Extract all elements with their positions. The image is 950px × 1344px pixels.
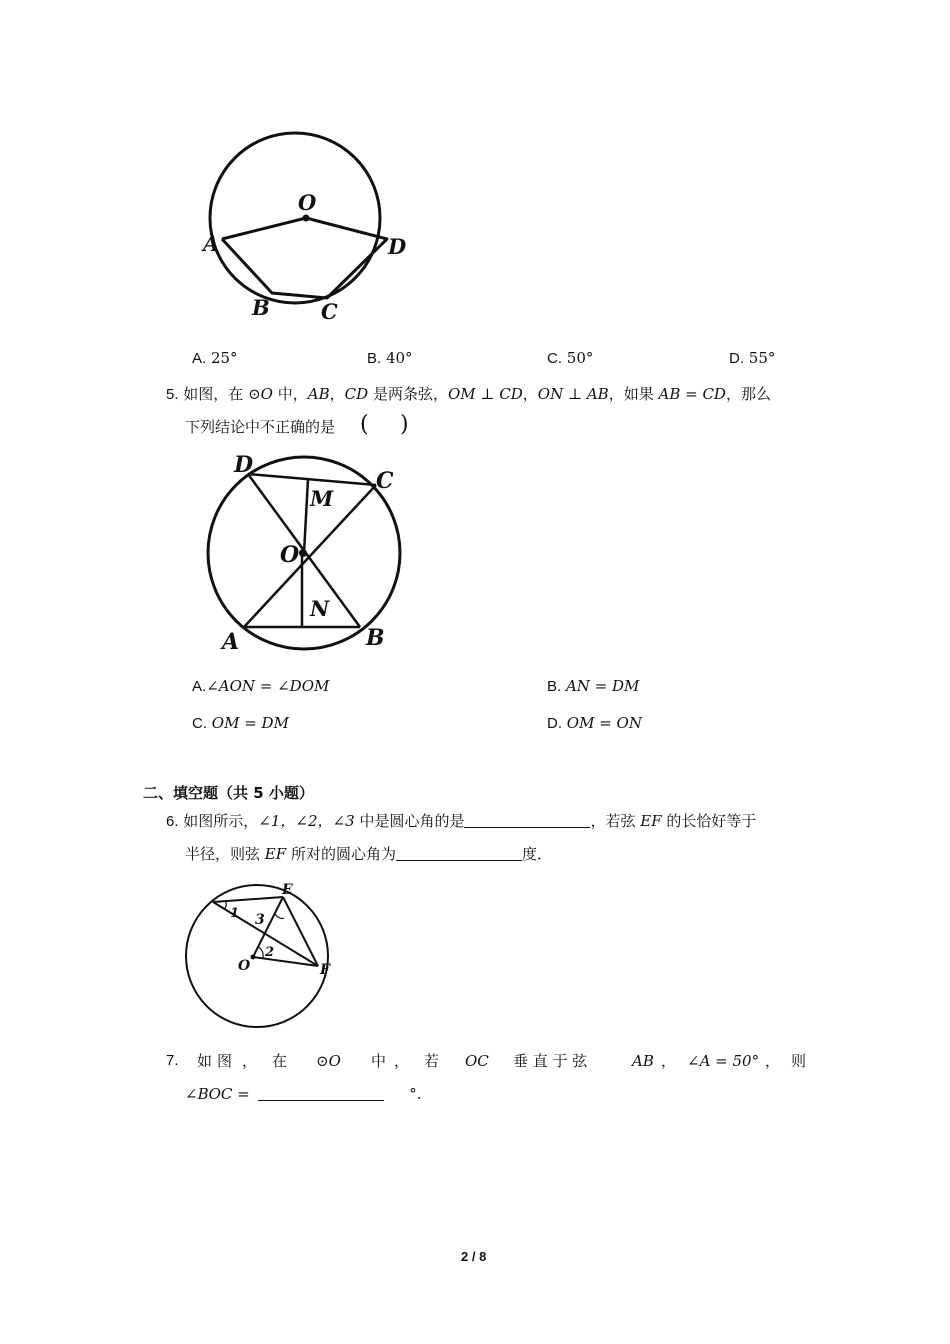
q5-text-line2: 下列结论中不正确的是 — [185, 418, 336, 436]
q6-text-line2-c: 度． — [521, 845, 552, 863]
q7-circle-o: ⊙𝑂 — [316, 1052, 341, 1070]
q6-text-d: 的长恰好等于 — [666, 812, 757, 830]
q5-option-d-letter: D. — [547, 715, 562, 732]
q5-text-c: 是两条弦， — [372, 385, 448, 403]
q5-option-a-value: ∠𝐴𝑂𝑁 = ∠𝐷𝑂𝑀 — [206, 677, 330, 695]
q6-line-e-left — [213, 897, 283, 902]
q5-ab-eq-cd: 𝐴𝐵 = 𝐶𝐷 — [658, 385, 726, 403]
q6-blank-2[interactable] — [396, 844, 522, 861]
q5-chord-dc — [248, 474, 376, 485]
q6-circle — [186, 885, 328, 1027]
q5-on-perp-ab: 𝑂𝑁 ⊥ 𝐴𝐵 — [537, 385, 609, 403]
q4-label-a: A — [203, 231, 220, 256]
q5-text-a: 如图，在 — [183, 385, 244, 403]
q6-angle-arc-2 — [258, 947, 263, 958]
q4-option-a[interactable] — [192, 348, 238, 369]
q5-number: 5. — [166, 386, 179, 403]
q5-text-e: ，那么 — [725, 385, 771, 403]
q5-label-o: O — [280, 542, 300, 568]
q4-label-c: C — [321, 299, 338, 324]
q6-label-1: 1 — [230, 906, 240, 921]
q4-figure — [190, 118, 430, 333]
q4-option-a-letter: A. — [192, 350, 207, 367]
q5-option-a[interactable] — [192, 676, 329, 697]
q5-stem-line1 — [166, 384, 771, 405]
q4-polygon — [222, 218, 387, 298]
q6-figure — [180, 876, 350, 1036]
q4-option-c[interactable] — [547, 348, 593, 369]
q4-option-c-letter: C. — [547, 350, 562, 367]
q6-label-e: E — [282, 882, 293, 898]
q6-angles: ∠1，∠2，∠3 — [258, 812, 355, 830]
q6-text-b: 中是圆心角的是 — [359, 812, 465, 830]
q4-option-c-value: 50° — [566, 349, 594, 367]
q7-oc: 𝑂𝐶 — [465, 1052, 489, 1070]
q7-comma-2: ， — [394, 1052, 410, 1070]
q5-label-c: C — [376, 468, 394, 494]
q4-option-b-value: 40° — [385, 349, 413, 367]
q6-label-3: 3 — [255, 912, 265, 928]
q6-stem-line1 — [166, 811, 756, 832]
q5-ab: 𝐴𝐵 — [307, 385, 330, 403]
q5-circle-o: ⊙𝑂 — [248, 385, 273, 403]
q5-om-perp-cd: 𝑂𝑀 ⊥ 𝐶𝐷 — [447, 385, 523, 403]
q5-option-c-letter: C. — [192, 715, 207, 732]
q6-number: 6. — [166, 813, 179, 830]
q5-option-c-value: 𝑂𝑀 = 𝐷𝑀 — [211, 714, 289, 732]
q5-label-a: A — [222, 629, 240, 655]
q6-text-line2-a: 半径，则弦 — [185, 845, 261, 863]
section-2-heading: 二、填空题（共 5 小题） — [143, 784, 314, 802]
q5-option-d-value: 𝑂𝑀 = 𝑂𝑁 — [566, 714, 642, 732]
q6-label-o: O — [238, 958, 251, 974]
q6-blank-1[interactable] — [464, 811, 590, 828]
q4-label-b: B — [252, 295, 270, 320]
q5-label-d: D — [234, 452, 254, 478]
q5-label-m: M — [310, 486, 334, 511]
q7-blank[interactable] — [258, 1084, 384, 1101]
q7-stem-line2 — [185, 1084, 422, 1104]
q7-word-ze: 则 — [791, 1052, 807, 1070]
q5-text-d: ，如果 — [608, 385, 654, 403]
q6-label-f: F — [320, 962, 330, 978]
q7-word-tu: 图 — [217, 1052, 233, 1070]
q5-cd: 𝐶𝐷 — [344, 385, 369, 403]
q4-circle — [210, 133, 380, 303]
q4-option-b-letter: B. — [367, 350, 382, 367]
q5-label-b: B — [366, 625, 385, 651]
q6-ef: 𝐸𝐹 — [640, 812, 662, 830]
q6-ef-2: 𝐸𝐹 — [264, 845, 287, 863]
q5-option-d[interactable] — [547, 713, 642, 734]
q6-label-2: 2 — [265, 945, 275, 960]
q5-option-b-value: 𝐴𝑁 = 𝐷𝑀 — [565, 677, 640, 695]
q5-answer-paren-open: ( — [360, 412, 369, 437]
q6-text-a: 如图所示， — [183, 812, 259, 830]
q6-text-c: ，若弦 — [590, 812, 636, 830]
q5-option-a-letter: A. — [192, 678, 207, 695]
q6-line-of — [253, 957, 318, 966]
q5-option-c[interactable] — [192, 713, 289, 734]
q5-stem-line2 — [185, 417, 335, 437]
q5-answer-paren-close: ) — [400, 412, 409, 437]
q4-option-d[interactable] — [729, 348, 775, 369]
q7-comma-3: ， — [661, 1052, 677, 1070]
q5-option-b-letter: B. — [547, 678, 562, 695]
q7-ab: 𝐴𝐵 — [632, 1052, 654, 1070]
q4-option-d-letter: D. — [729, 350, 744, 367]
q4-option-b[interactable] — [367, 348, 413, 369]
q6-angle-arc-3 — [275, 914, 284, 919]
q5-label-n: N — [310, 596, 330, 621]
q5-comma: ， — [329, 385, 345, 403]
q7-word-ruo: 若 — [424, 1052, 440, 1070]
q7-word-zai: 在 — [272, 1052, 288, 1070]
q7-angle-a: ∠𝐴 = 50° — [687, 1052, 760, 1070]
q7-angle-boc: ∠𝐵𝑂𝐶 = — [185, 1085, 250, 1103]
q6-text-line2-b: 所对的圆心角为 — [290, 845, 396, 863]
q4-center-dot — [303, 215, 310, 222]
q5-center-dot — [299, 549, 307, 557]
q5-figure — [198, 448, 438, 658]
q5-comma-2: ， — [522, 385, 538, 403]
q5-text-b: 中， — [277, 385, 308, 403]
q6-stem-line2 — [185, 844, 552, 864]
q7-number: 7. — [166, 1052, 179, 1069]
q4-label-o: O — [298, 190, 317, 215]
q7-degree-tail: °. — [409, 1085, 422, 1103]
page-number: 2 / 8 — [461, 1249, 487, 1264]
q6-center-dot — [251, 955, 256, 960]
q7-comma-4: ， — [765, 1052, 781, 1070]
q7-word-zhong: 中 — [371, 1052, 387, 1070]
q4-label-d: D — [388, 234, 407, 259]
q7-comma-1: ， — [242, 1052, 258, 1070]
q4-option-a-value: 25° — [210, 349, 238, 367]
q4-option-d-value: 55° — [748, 349, 776, 367]
q5-option-b[interactable] — [547, 676, 639, 697]
q5-segment-om — [304, 479, 308, 553]
q7-perp-text: 垂 直 于 弦 — [513, 1052, 588, 1070]
q7-word-ru: 如 — [197, 1052, 213, 1070]
